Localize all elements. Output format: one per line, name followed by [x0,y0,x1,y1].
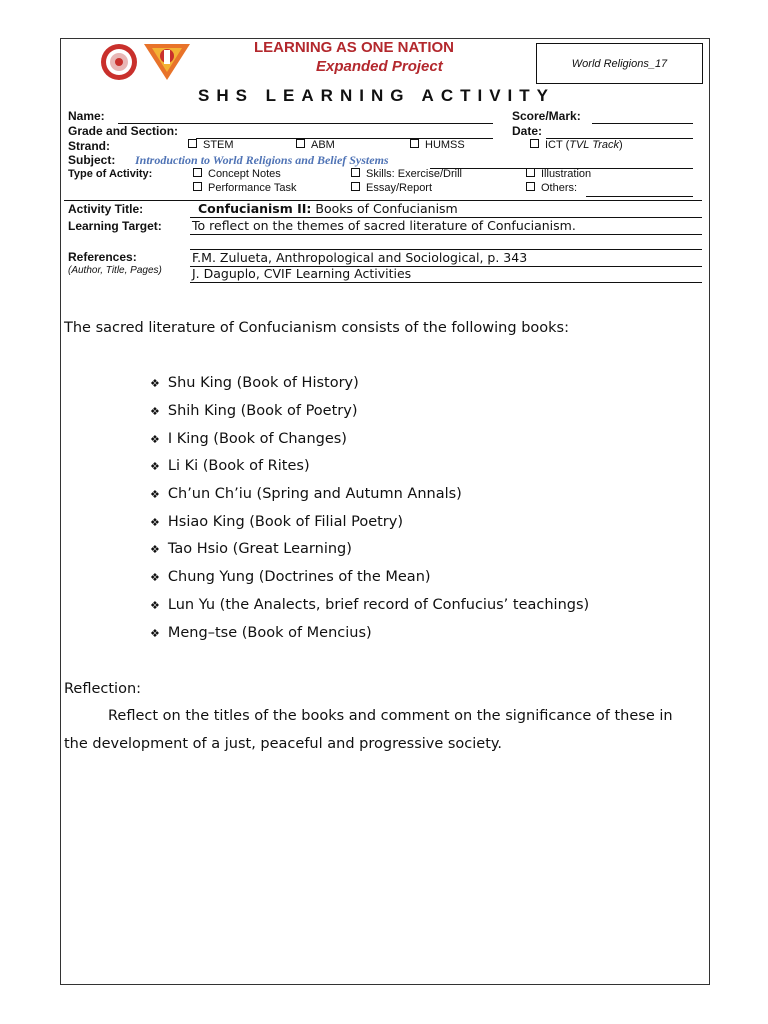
type-label: Type of Activity: [68,168,153,180]
checkbox-icon [526,182,535,191]
reference-item: J. Daguplo, CVIF Learning Activities [192,266,412,281]
type-option-skills: Skills: Exercise/Drill [351,168,462,180]
grade-label: Grade and Section: [68,124,179,138]
checkbox-icon [526,168,535,177]
intro-text: The sacred literature of Confucianism consists of the following books: [64,320,569,336]
type-option-illustration: Illustration [526,168,591,180]
diamond-bullet-icon: ❖ [150,599,160,612]
school-seal-logo [98,42,140,82]
score-label: Score/Mark: [512,109,581,123]
checkbox-icon [351,182,360,191]
type-option-essay: Essay/Report [351,182,432,194]
activity-heading: SHS LEARNING ACTIVITY [198,86,555,105]
strand-label: Strand: [68,139,110,153]
diamond-bullet-icon: ❖ [150,460,160,473]
reference-item: F.M. Zulueta, Anthropological and Sociological, p. 343 [192,250,528,265]
diamond-bullet-icon: ❖ [150,627,160,640]
checkbox-icon [530,139,539,148]
strand-option-ict: ICT (TVL Track) [530,139,623,151]
others-line [586,196,693,197]
date-label: Date: [512,124,543,138]
diamond-bullet-icon: ❖ [150,571,160,584]
list-item: ❖ Hsiao King (Book of Filial Poetry) [150,514,404,530]
activity-title-label: Activity Title: [68,202,144,216]
learning-target-value: To reflect on the themes of sacred literature of Confucianism. [192,218,576,233]
reflection-label: Reflection: [64,681,142,697]
list-item: ❖ I King (Book of Changes) [150,431,347,447]
activity-title-value: Confucianism II: Books of Confucianism [198,201,458,216]
list-item: ❖ Ch’un Ch’iu (Spring and Autumn Annals) [150,486,462,502]
checkbox-icon [193,182,202,191]
type-option-performance-task: Performance Task [193,182,296,194]
learning-target-line [190,234,702,235]
diamond-bullet-icon: ❖ [150,433,160,446]
page-frame [60,38,710,985]
list-item: ❖ Li Ki (Book of Rites) [150,458,310,474]
list-item: ❖ Lun Yu (the Analects, brief record of Confucius’ teachings) [150,597,590,613]
diamond-bullet-icon: ❖ [150,377,160,390]
reflection-prompt-line2: the development of a just, peaceful and progressive society. [64,736,503,752]
program-title: LEARNING AS ONE NATION [254,39,455,56]
name-label: Name: [68,109,105,123]
subject-label: Subject: [68,153,116,167]
learning-target-label: Learning Target: [68,219,162,233]
checkbox-icon [296,139,305,148]
cvif-logo [142,40,192,82]
diamond-bullet-icon: ❖ [150,543,160,556]
strand-option-humss: HUMSS [410,139,465,151]
type-option-concept-notes: Concept Notes [193,168,281,180]
references-note: (Author, Title, Pages) [68,265,162,276]
score-line [592,123,693,124]
checkbox-icon [188,139,197,148]
list-item: ❖ Meng–tse (Book of Mencius) [150,625,372,641]
type-option-others: Others: [526,182,577,194]
list-item: ❖ Shih King (Book of Poetry) [150,403,358,419]
subject-code-box [536,43,703,84]
reflection-prompt-line1: Reflect on the titles of the books and comment on the significance of these in [108,708,673,724]
program-subtitle: Expanded Project [316,58,443,75]
subject-value: Introduction to World Religions and Belief Systems [135,153,389,167]
list-item: ❖ Shu King (Book of History) [150,375,359,391]
diamond-bullet-icon: ❖ [150,488,160,501]
diamond-bullet-icon: ❖ [150,516,160,529]
list-item: ❖ Chung Yung (Doctrines of the Mean) [150,569,431,585]
subject-code: World Religions_17 [571,57,668,70]
checkbox-icon [410,139,419,148]
checkbox-icon [193,168,202,177]
references-label: References: [68,250,137,264]
reference-line [190,282,702,283]
diamond-bullet-icon: ❖ [150,405,160,418]
strand-option-stem: STEM [188,139,234,151]
list-item: ❖ Tao Hsio (Great Learning) [150,541,352,557]
checkbox-icon [351,168,360,177]
strand-option-abm: ABM [296,139,335,151]
